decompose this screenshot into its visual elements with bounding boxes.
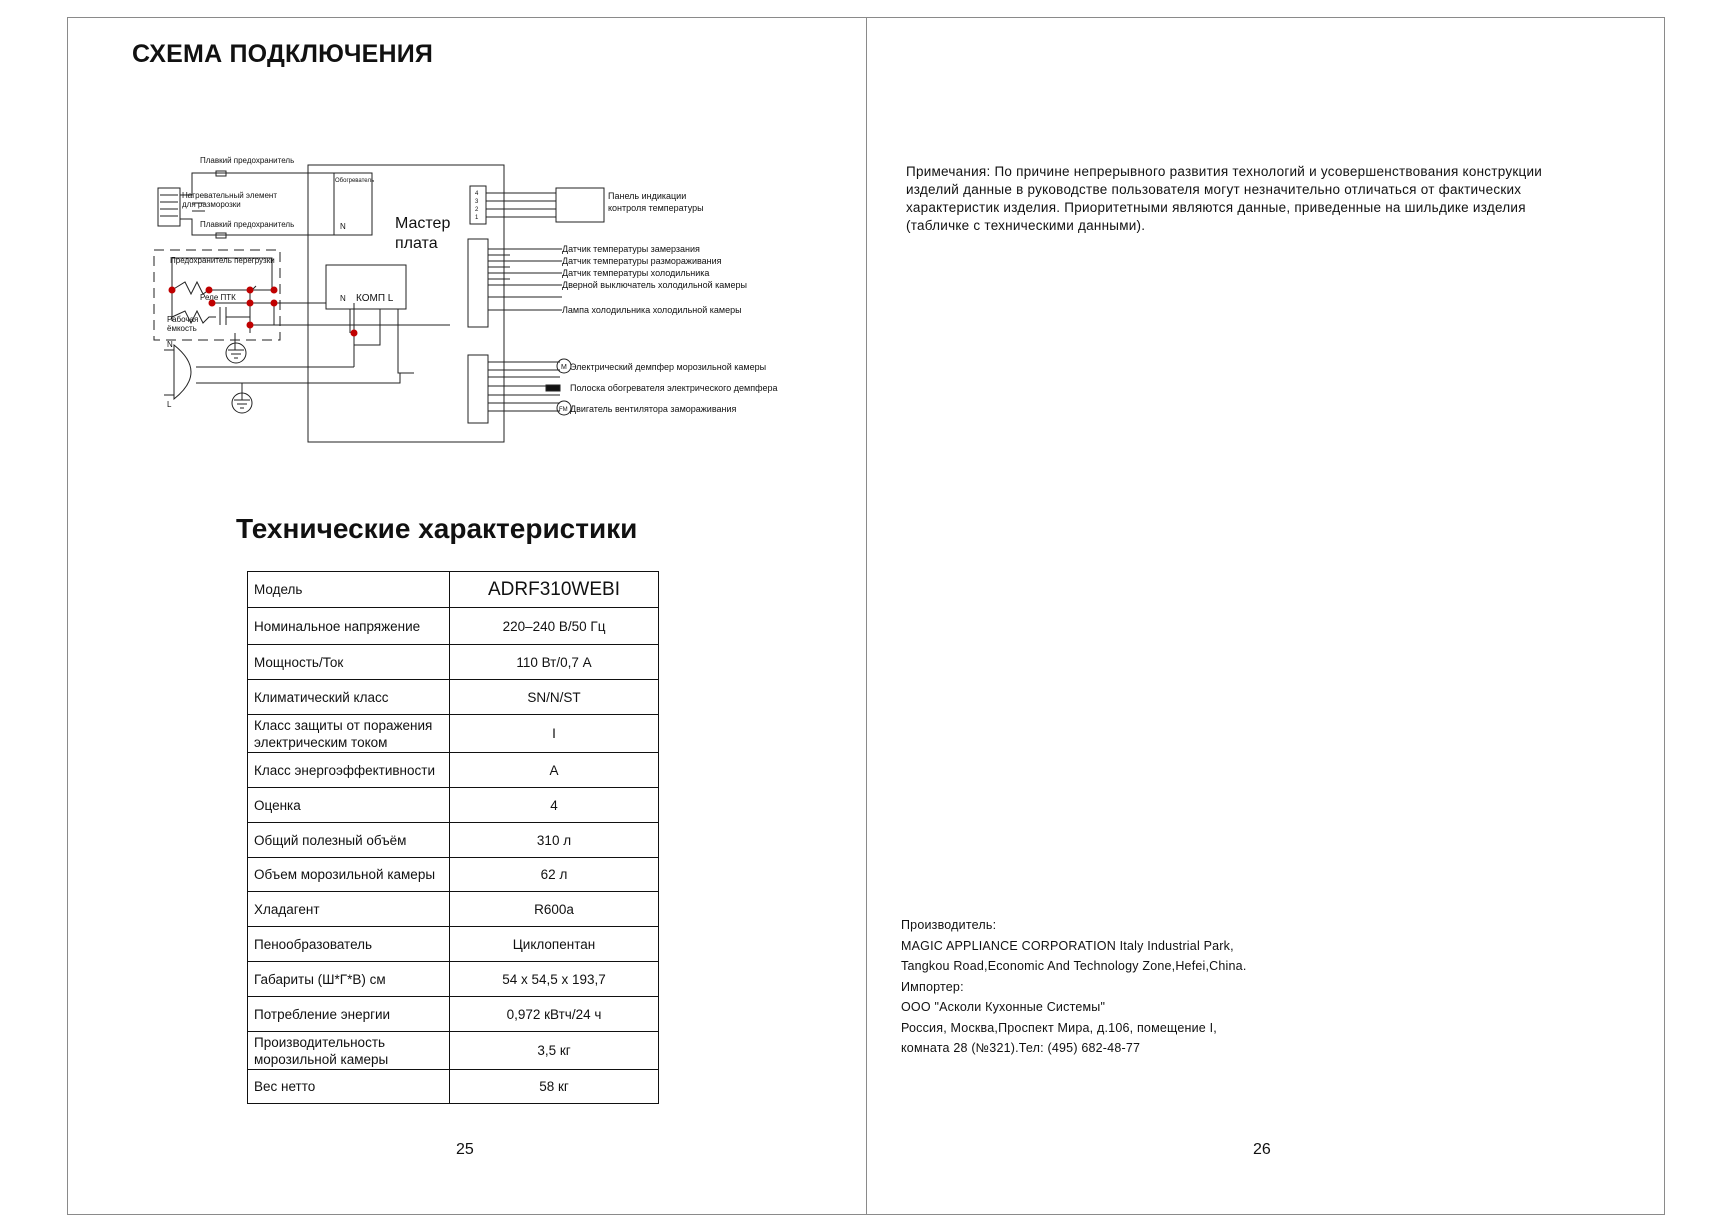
- spec-label: Климатический класс: [248, 680, 450, 715]
- label-mains-n: N: [167, 340, 173, 349]
- spec-value: 3,5 кг: [450, 1032, 659, 1070]
- display-panel-box: [556, 188, 604, 222]
- table-row: [248, 858, 659, 892]
- spec-label: Общий полезный объём: [248, 823, 450, 858]
- label-heater-n: N: [340, 222, 346, 231]
- table-row: [248, 715, 659, 753]
- label-defrost-2: для разморозки: [182, 200, 241, 209]
- label-fuse-top: Плавкий предохранитель: [200, 156, 295, 165]
- label-cap-2: ёмкость: [167, 324, 197, 333]
- specs-heading: Технические характеристики: [236, 513, 638, 544]
- label-heater-block: Обогреватель: [335, 178, 375, 184]
- spec-value: ADRF310WEBI: [450, 572, 659, 608]
- table-row: [248, 823, 659, 858]
- page-number-right: 26: [1253, 1141, 1271, 1158]
- wiring-diagram: [150, 155, 810, 450]
- spec-value: Циклопентан: [450, 927, 659, 962]
- page-spine-divider: [866, 17, 867, 1215]
- spec-value: 58 кг: [450, 1070, 659, 1104]
- label-board-2: плата: [395, 235, 438, 252]
- label-ptc-relay: Реле ПТК: [200, 293, 236, 302]
- label-damper-heater: Полоска обогревателя электрического демпфера: [570, 383, 778, 393]
- spec-label: Хладагент: [248, 892, 450, 927]
- manufacturer-line: ООО "Асколи Кухонные Системы": [901, 1000, 1106, 1014]
- spec-label: Габариты (Ш*Г*В) см: [248, 962, 450, 997]
- spec-label: Номинальное напряжение: [248, 608, 450, 645]
- label-overload: Предохранитель перегрузки: [170, 256, 275, 265]
- table-row: [248, 572, 659, 608]
- spec-value: SN/N/ST: [450, 680, 659, 715]
- table-row: [248, 1032, 659, 1070]
- spec-value: A: [450, 753, 659, 788]
- manufacturer-line: MAGIC APPLIANCE CORPORATION Italy Industrial Park,: [901, 938, 1234, 953]
- label-door-switch: Дверной выключатель холодильной камеры: [562, 280, 747, 290]
- spec-label: Оценка: [248, 788, 450, 823]
- defrost-heater-element: [158, 188, 180, 226]
- label-comp: КОМП L: [356, 293, 394, 304]
- label-cap-1: Рабочая: [167, 315, 199, 324]
- motor-connector: [468, 355, 488, 423]
- spec-label: Производительность морозильной камеры: [248, 1032, 450, 1070]
- page-number-left: 25: [456, 1141, 474, 1158]
- spec-value: R600a: [450, 892, 659, 927]
- label-fan-motor: Двигатель вентилятора замораживания: [570, 404, 737, 414]
- spec-label: Модель: [248, 572, 450, 608]
- manufacturer-line: Россия, Москва,Проспект Мира, д.106, помещение I,: [901, 1020, 1217, 1035]
- label-lamp: Лампа холодильника холодильной камеры: [562, 305, 742, 315]
- label-board-1: Мастер: [395, 215, 451, 232]
- spec-label: Пенообразователь: [248, 927, 450, 962]
- spec-value: 4: [450, 788, 659, 823]
- manufacturer-line: Tangkou Road,Economic And Technology Zone,Hefei,China.: [901, 959, 1247, 973]
- table-row: [248, 608, 659, 645]
- table-row: [248, 753, 659, 788]
- table-row: [248, 927, 659, 962]
- label-motor-m: M: [561, 364, 567, 371]
- label-comp-n: N: [340, 294, 346, 303]
- table-row: [248, 680, 659, 715]
- spec-value: I: [450, 715, 659, 753]
- manufacturer-block: [901, 915, 1247, 1059]
- spec-value: 220–240 В/50 Гц: [450, 608, 659, 645]
- label-sensor-freeze: Датчик температуры замерзания: [562, 244, 700, 254]
- table-row: [248, 962, 659, 997]
- label-mains-l: L: [167, 400, 172, 409]
- spec-label: Мощность/Ток: [248, 645, 450, 680]
- label-defrost-1: Нагревательный элемент: [182, 191, 277, 200]
- manufacturer-line: комната 28 (№321).Тел: (495) 682-48-77: [901, 1041, 1141, 1055]
- spec-label: Вес нетто: [248, 1070, 450, 1104]
- label-pin-2: 2: [475, 207, 479, 213]
- label-motor-fm: FM: [559, 407, 568, 413]
- spec-value: 54 x 54,5 x 193,7: [450, 962, 659, 997]
- spec-value: 0,972 кВтч/24 ч: [450, 997, 659, 1032]
- table-row: [248, 645, 659, 680]
- notes-paragraph: Примечания: По причине непрерывного развития технологий и усовершенствования конструкции изделий данные в руководстве пользователя могут незначительно отличаться от фактических характеристик изделия. Приоритетными являются данные, приведенные на шильдике изделия (табличке с техническими данными).: [906, 164, 1543, 233]
- label-display-1: Панель индикации: [608, 191, 687, 201]
- sensor-connector: [468, 239, 488, 327]
- label-display-2: контроля температуры: [608, 203, 704, 213]
- spec-label: Потребление энергии: [248, 997, 450, 1032]
- table-row: [248, 892, 659, 927]
- label-sensor-defrost: Датчик температуры размораживания: [562, 256, 722, 266]
- spec-value: 110 Вт/0,7 А: [450, 645, 659, 680]
- table-row: [248, 1070, 659, 1104]
- specs-table: [247, 571, 659, 1104]
- table-row: [248, 788, 659, 823]
- label-fuse-bottom: Плавкий предохранитель: [200, 220, 295, 229]
- spec-value: 310 л: [450, 823, 659, 858]
- label-pin-3: 3: [475, 199, 479, 205]
- spec-label: Объем морозильной камеры: [248, 858, 450, 892]
- spec-value: 62 л: [450, 858, 659, 892]
- wiring-heading: СХЕМА ПОДКЛЮЧЕНИЯ: [132, 40, 434, 68]
- label-damper: Электрический демпфер морозильной камеры: [570, 362, 767, 372]
- label-sensor-fridge: Датчик температуры холодильника: [562, 268, 710, 278]
- label-pin-1: 1: [475, 215, 479, 221]
- table-row: [248, 997, 659, 1032]
- label-pin-4: 4: [475, 191, 479, 197]
- manufacturer-line: Импортер:: [901, 979, 964, 994]
- spec-label: Класс энергоэффективности: [248, 753, 450, 788]
- manufacturer-line: Производитель:: [901, 918, 997, 932]
- spec-label: Класс защиты от поражения электрическим током: [248, 715, 450, 753]
